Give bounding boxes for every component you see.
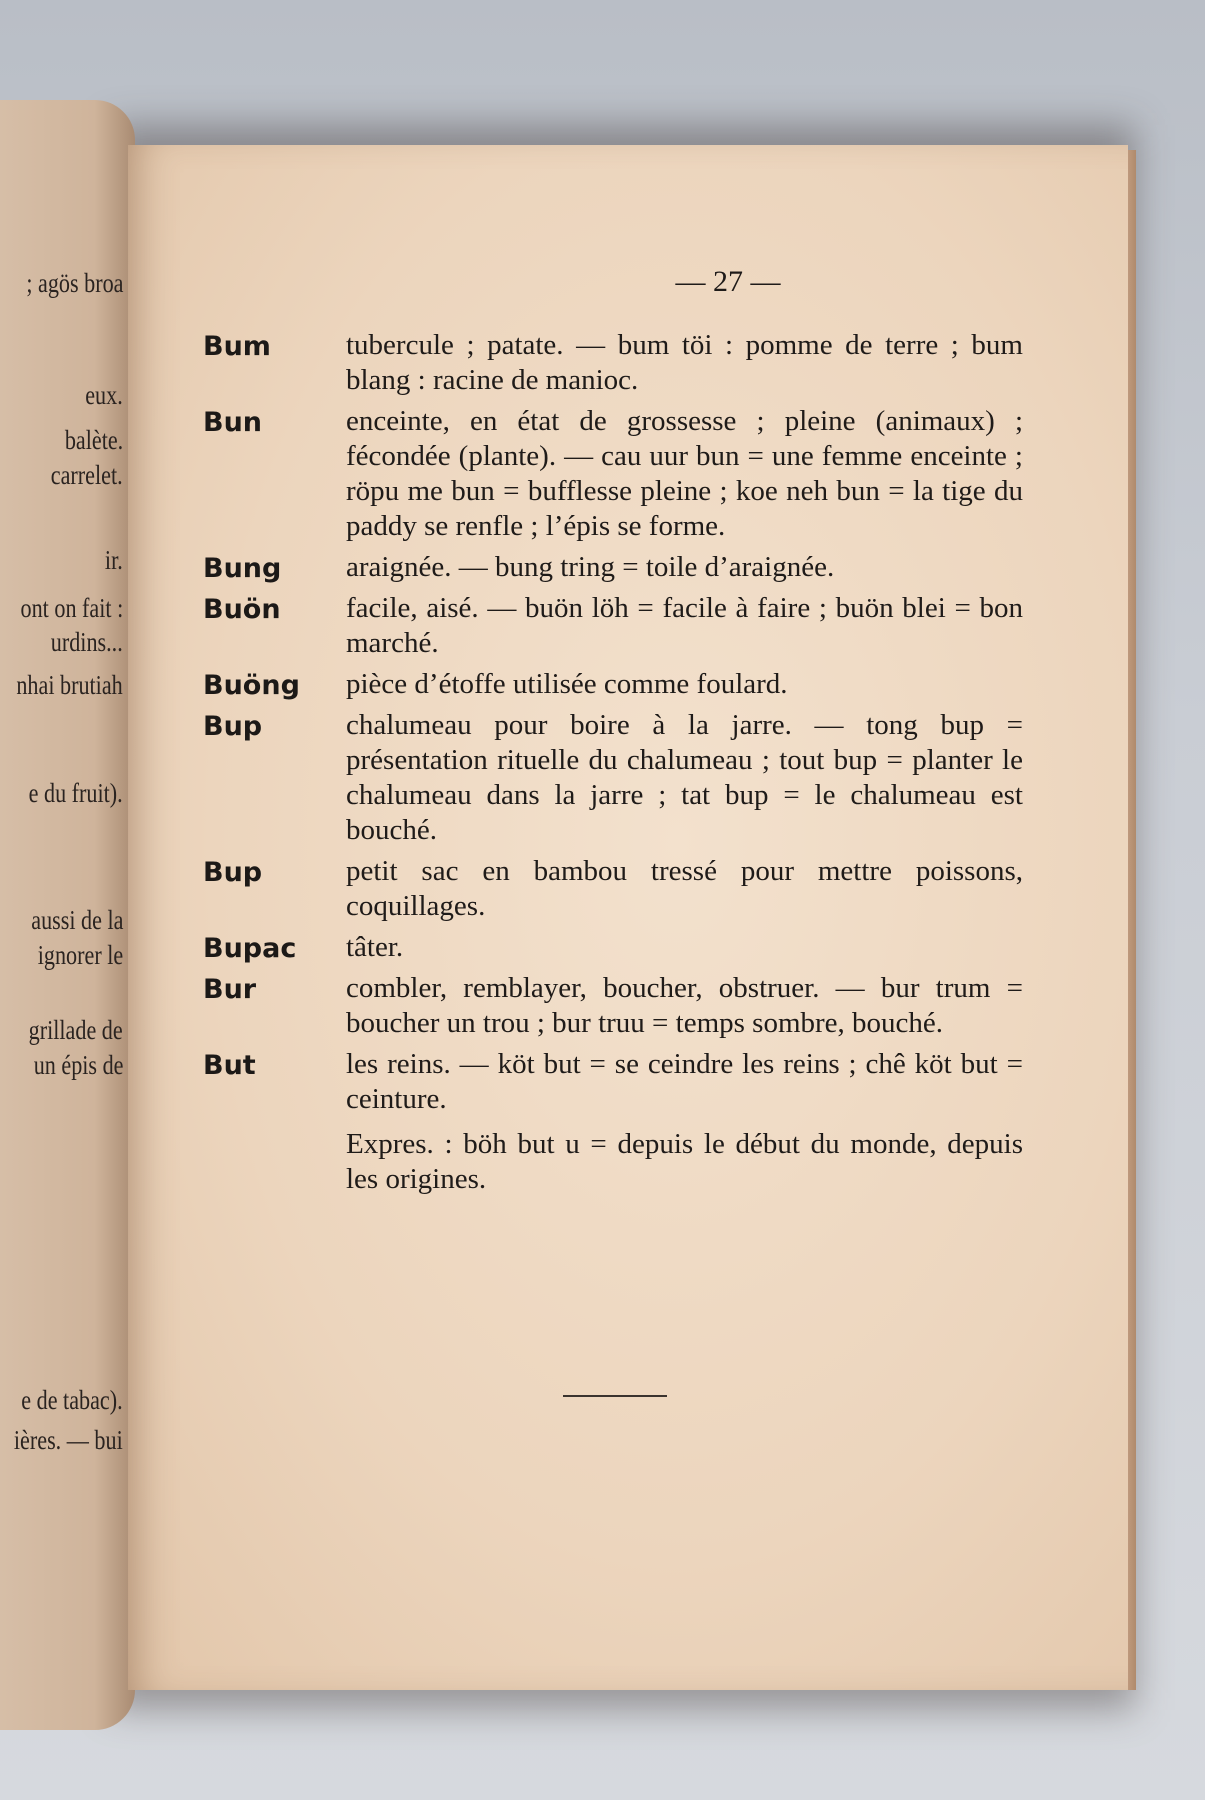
dictionary-entry <box>203 1047 1023 1117</box>
left-line: e du fruit). <box>28 778 123 808</box>
headword: Buön <box>203 594 281 625</box>
definition: pièce d’étoffe utilisée comme foulard. <box>346 668 788 700</box>
definition: les reins. — köt but = se ceindre les reins ; chê köt but = ceinture. <box>346 1048 1023 1115</box>
definition: tâter. <box>346 931 404 963</box>
dictionary-entry <box>203 708 1023 848</box>
expression-note: Expres. : böh but u = depuis le début du monde, depuis les origines. <box>346 1128 1023 1195</box>
left-line: ières. — bui <box>14 1425 123 1455</box>
left-line: carrelet. <box>51 460 123 490</box>
dictionary-entry <box>203 550 1023 585</box>
left-page <box>0 100 135 1730</box>
page-number: — 27 — <box>675 265 781 298</box>
definition: araignée. — bung tring = toile d’araignée. <box>346 551 835 583</box>
left-line: ignorer le <box>37 940 123 970</box>
dictionary-entry <box>203 667 1023 702</box>
left-line: urdins... <box>51 627 123 657</box>
definition: chalumeau pour boire à la jarre. — tong bup = présentation rituelle du chalumeau ; tout bup = planter le chalumeau dans la jarre ; tat bup = le chalumeau est bouché. <box>346 709 1023 846</box>
end-rule <box>563 1395 667 1397</box>
dictionary-entry <box>203 854 1023 924</box>
dictionary-entry <box>203 404 1023 544</box>
headword: Bup <box>203 711 263 742</box>
definition: combler, remblayer, boucher, obstruer. — bur trum = boucher un trou ; bur truu = temps sombre, bouché. <box>346 972 1023 1039</box>
left-line: aussi de la <box>30 905 123 935</box>
left-line: nhai brutiah <box>16 670 123 700</box>
headword: Buöng <box>203 670 300 701</box>
headword: Bung <box>203 553 282 584</box>
dictionary-entry <box>203 930 1023 965</box>
left-line: eux. <box>85 380 123 410</box>
headword: But <box>203 1050 256 1081</box>
dictionary-entry <box>203 971 1023 1041</box>
headword: Bun <box>203 407 263 438</box>
definition: facile, aisé. — buön löh = facile à faire ; buön blei = bon marché. <box>346 592 1023 659</box>
headword: Bup <box>203 857 263 888</box>
dictionary-entries <box>203 328 1023 1197</box>
definition: petit sac en bambou tressé pour mettre poissons, coquillages. <box>346 855 1023 922</box>
left-line: ir. <box>105 545 123 575</box>
headword: Bur <box>203 974 257 1005</box>
definition: enceinte, en état de grossesse ; pleine (animaux) ; fécondée (plante). — cau uur bun = une femme enceinte ; röpu me bun = bufflesse pleine ; koe neh bun = la tige du paddy se renfle ; l’épis se forme. <box>346 405 1023 542</box>
left-line: un épis de <box>33 1050 123 1080</box>
left-line: e de tabac). <box>21 1385 123 1415</box>
dictionary-entry <box>203 328 1023 398</box>
left-line: balète. <box>64 425 123 455</box>
headword: Bum <box>203 331 271 362</box>
definition: tubercule ; patate. — bum töi : pomme de terre ; bum blang : racine de manioc. <box>346 329 1023 396</box>
headword: Bupac <box>203 933 297 964</box>
left-line: grillade de <box>28 1015 123 1045</box>
left-line: ; agös broa <box>25 268 123 298</box>
dictionary-entry <box>203 591 1023 661</box>
right-page <box>128 145 1128 1690</box>
left-line: ont on fait : <box>20 593 123 623</box>
